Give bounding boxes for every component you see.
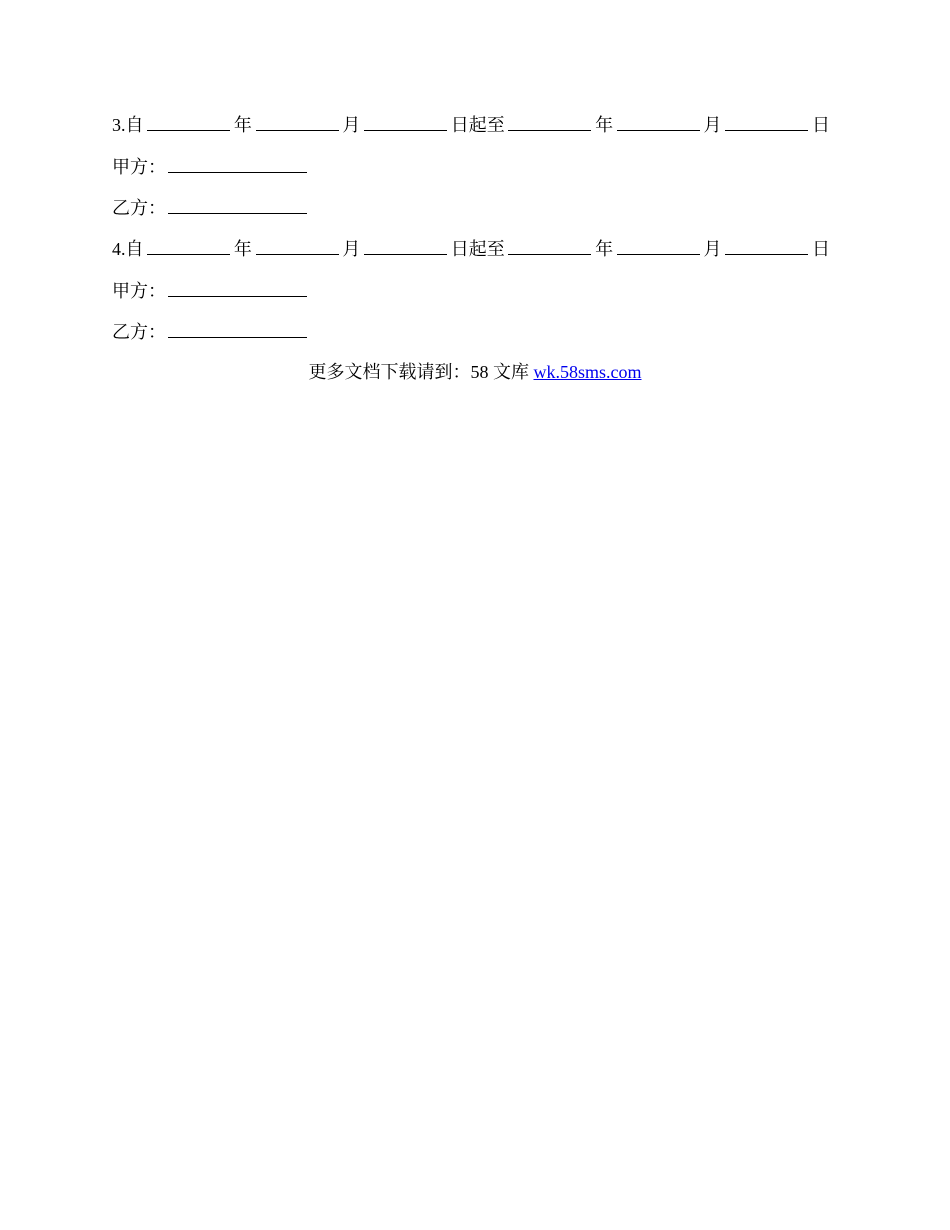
party-a-line-4 — [112, 278, 307, 302]
year-label: 年 — [595, 115, 614, 135]
year-label: 年 — [233, 115, 252, 135]
party-a-blank[interactable] — [168, 154, 307, 173]
footer-text: 更多文档下载请到：58 文库 — [308, 362, 534, 382]
day-label: 日 — [811, 115, 830, 135]
party-b-line-3 — [112, 195, 307, 219]
month-label: 月 — [703, 239, 722, 259]
item-number: 3. — [112, 115, 126, 135]
end-day-blank[interactable] — [725, 236, 808, 255]
party-b-label: 乙方： — [112, 322, 166, 342]
party-b-line-4 — [112, 319, 307, 343]
month-label: 月 — [342, 239, 361, 259]
party-a-line-3 — [112, 154, 307, 178]
from-label: 自 — [125, 115, 144, 135]
start-day-blank[interactable] — [364, 112, 447, 131]
item-number: 4. — [112, 239, 126, 259]
day-label: 日 — [811, 239, 830, 259]
day-to-label: 日起至 — [450, 239, 505, 259]
end-month-blank[interactable] — [617, 112, 700, 131]
month-label: 月 — [342, 115, 361, 135]
end-year-blank[interactable] — [508, 236, 591, 255]
from-label: 自 — [125, 239, 144, 259]
footer-link[interactable]: wk.58sms.com — [533, 362, 642, 382]
start-year-blank[interactable] — [147, 236, 230, 255]
party-a-label: 甲方： — [112, 281, 166, 301]
date-range-line-3 — [112, 112, 830, 136]
start-year-blank[interactable] — [147, 112, 230, 131]
party-a-label: 甲方： — [112, 157, 166, 177]
date-range-start — [112, 237, 144, 261]
end-year-blank[interactable] — [508, 112, 591, 131]
party-b-blank[interactable] — [168, 195, 307, 214]
day-to-label: 日起至 — [450, 115, 505, 135]
year-label: 年 — [233, 239, 252, 259]
end-month-blank[interactable] — [617, 236, 700, 255]
year-label: 年 — [595, 239, 614, 259]
date-range-start — [112, 113, 144, 137]
start-day-blank[interactable] — [364, 236, 447, 255]
date-range-line-4 — [112, 236, 830, 260]
end-day-blank[interactable] — [725, 112, 808, 131]
party-a-blank[interactable] — [168, 278, 307, 297]
month-label: 月 — [703, 115, 722, 135]
start-month-blank[interactable] — [256, 236, 339, 255]
party-b-label: 乙方： — [112, 198, 166, 218]
download-footer — [0, 360, 950, 384]
party-b-blank[interactable] — [168, 319, 307, 338]
start-month-blank[interactable] — [256, 112, 339, 131]
